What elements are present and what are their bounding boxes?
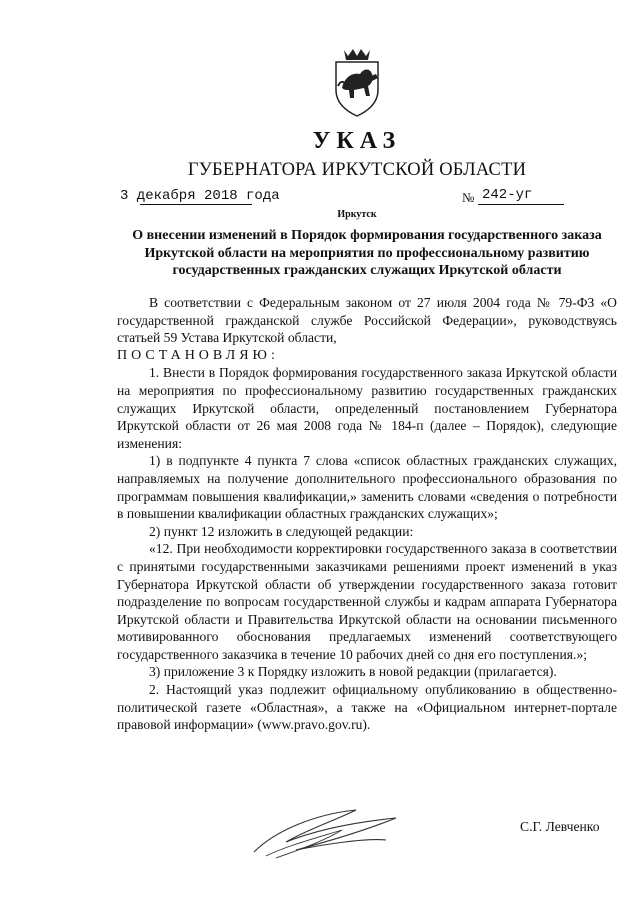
paragraph-1-item-2-text: «12. При необходимости корректировки государственного заказа в соответствии с принятыми государственными заказчиками решениями проект изменений в указ Губернатора Иркутской области об утверждении государственного заказа готовит подразделение по вопросам государственной службы и кадрам аппарата Губернатора Иркутской области и Правительства Иркутской области на основании письменного мотивированного обоснования предлагаемых изменений соответствующего государственного заказчика в течение 10 рабочих дней со дня его поступления.»; <box>117 541 617 662</box>
coat-of-arms-icon <box>326 44 388 118</box>
decree-word: ПОСТАНОВЛЯЮ: <box>117 347 279 363</box>
paragraph-1: 1. Внести в Порядок формирования государственного заказа Иркутской области на мероприятия по профессиональному развитию государственных гражданских служащих Иркутской области, определенный постановлением Губернатора Иркутской области от 26 мая 2008 года № 184-п (далее – Порядок), следующие изменения: <box>117 365 617 451</box>
paragraph-1-item-2: 2) пункт 12 изложить в следующей редакции: <box>149 523 414 539</box>
decree-heading: О внесении изменений в Порядок формирования государственного заказа Иркутской области на мероприятия по профессиональному развитию государственных гражданских служащих Иркутской области <box>132 228 602 278</box>
document-subtitle: ГУБЕРНАТОРА ИРКУТСКОЙ ОБЛАСТИ <box>187 160 527 180</box>
paragraph-1-item-1: 1) в подпункте 4 пункта 7 слова «список областных гражданских служащих, направляемых на получение дополнительного профессионального образования по программам повышения квалификации,» заменить словами «сведения о потребности в повышении квалификации областных гражданских служащих»; <box>117 453 617 522</box>
paragraph-2: 2. Настоящий указ подлежит официальному опубликованию в общественно-политической газете «Областная», а также на «Официальном интернет-портале правовой информации» (www.pravo.gov.ru). <box>117 682 617 733</box>
decree-body <box>117 294 617 734</box>
signer-name: С.Г. Левченко <box>520 819 600 834</box>
number-sign: № <box>462 190 475 205</box>
paragraph-1-item-3: 3) приложение 3 к Порядку изложить в новой редакции (прилагается). <box>149 664 557 680</box>
number-underline <box>478 204 564 205</box>
date-underline <box>140 204 252 205</box>
decree-number: 242-уг <box>482 187 533 203</box>
decree-city: Иркутск <box>337 209 377 220</box>
signature-icon <box>246 800 406 864</box>
preamble-paragraph: В соответствии с Федеральным законом от 27 июля 2004 года № 79-ФЗ «О государственной гражданской службе Российской Федерации», руководствуясь статьей 59 Устава Иркутской области, <box>117 295 617 346</box>
document-title: УКАЗ <box>312 128 402 154</box>
decree-date: 3 декабря 2018 года <box>120 188 280 204</box>
